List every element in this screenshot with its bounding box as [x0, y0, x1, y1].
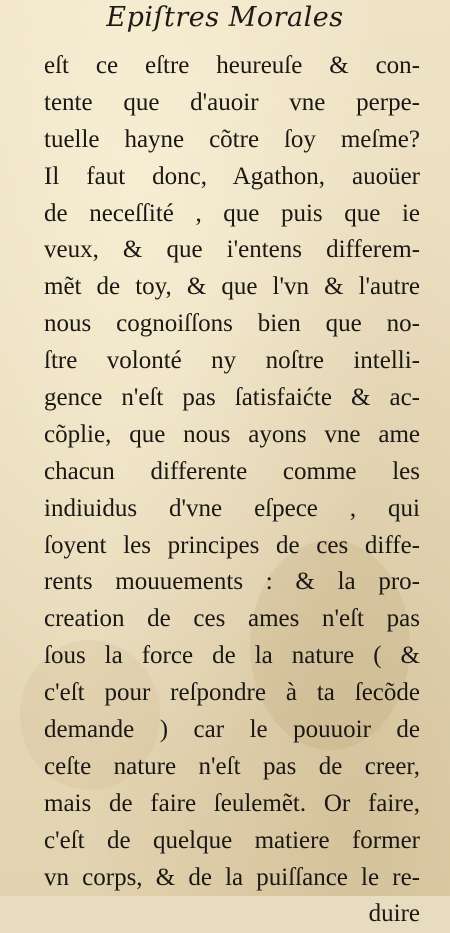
- text-line: indiuidus d'vne eſpece , qui: [44, 494, 420, 522]
- text-line: vn corps, & de la puiſſance le re-: [44, 863, 420, 891]
- running-head: Epiſtres Morales: [106, 2, 344, 33]
- text-line: chacun differente comme les: [44, 457, 420, 485]
- text-line: creation de ces ames n'eſt pas: [44, 605, 420, 633]
- text-line: de neceſſité , que puis que ie: [44, 199, 420, 227]
- text-line: eſt ce eſtre heureuſe & con-: [44, 52, 420, 79]
- text-line: ſtre volonté ny noſtre intelli-: [44, 347, 420, 375]
- text-line: mẽt de toy, & que l'vn & l'autre: [44, 273, 420, 301]
- text-line: ſoyent les principes de ces diffe-: [44, 531, 420, 559]
- text-line: demande ) car le pouuoir de: [44, 716, 420, 744]
- text-line: tente que d'auoir vne perpe-: [44, 88, 420, 116]
- text-line: cõplie, que nous ayons vne ame: [44, 420, 420, 448]
- text-line: mais de faire ſeulemẽt. Or faire,: [44, 789, 420, 817]
- text-line: c'eſt pour reſpondre à ta ſecõde: [44, 679, 420, 707]
- text-line: ceſte nature n'eſt pas de creer,: [44, 752, 420, 780]
- text-line: ſous la force de la nature ( &: [44, 642, 420, 670]
- text-line: Il faut donc, Agathon, auoüer: [44, 162, 420, 190]
- body-text: [44, 48, 420, 933]
- text-line: tuelle hayne cõtre ſoy meſme?: [44, 125, 420, 153]
- text-line: c'eſt de quelque matiere former: [44, 826, 420, 854]
- text-line: gence n'eſt pas ſatisfaićte & ac-: [44, 384, 420, 412]
- catchword: duire: [368, 900, 420, 928]
- text-line: rents mouuements : & la pro-: [44, 568, 420, 596]
- text-line: nous cognoiſſons bien que no-: [44, 310, 420, 338]
- text-line: veux, & que i'entens differem-: [44, 236, 420, 264]
